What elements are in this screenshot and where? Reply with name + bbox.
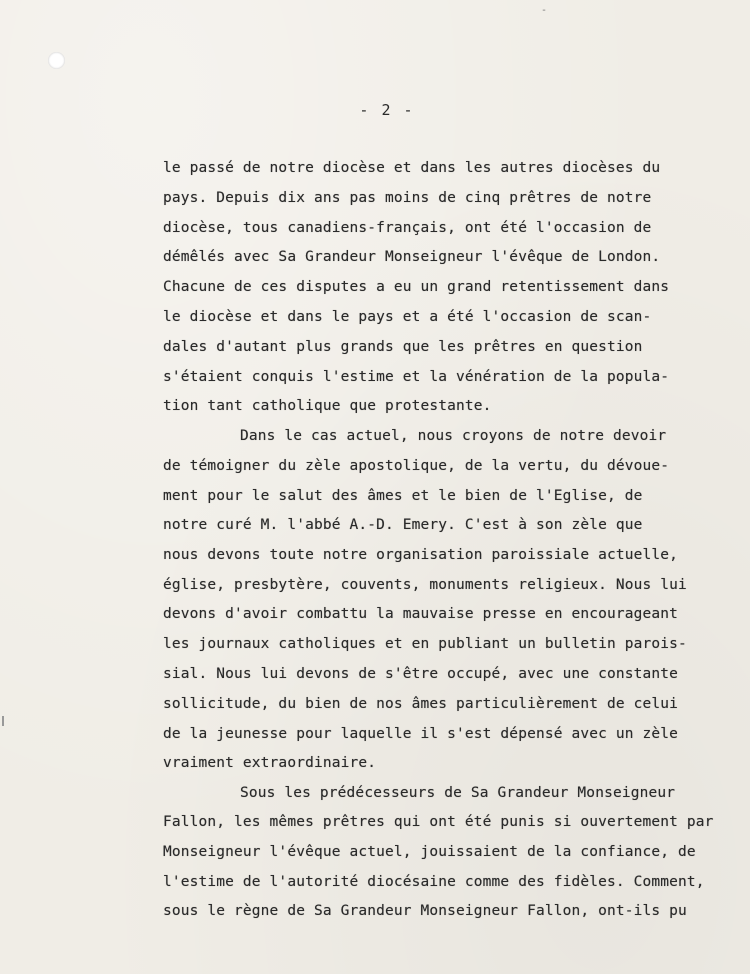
text-line: tion tant catholique que protestante. bbox=[163, 398, 492, 414]
text-line: sollicitude, du bien de nos âmes particulièrement de celui bbox=[163, 696, 679, 712]
text-line: les journaux catholiques et en publiant un bulletin parois- bbox=[163, 636, 687, 652]
text-line: Fallon, les mêmes prêtres qui ont été punis si ouvertement par bbox=[163, 814, 714, 830]
text-line: Sous les prédécesseurs de Sa Grandeur Monseigneur bbox=[240, 785, 676, 801]
text-line: démêlés avec Sa Grandeur Monseigneur l'évêque de London. bbox=[163, 249, 661, 265]
text-line: le diocèse et dans le pays et a été l'occasion de scan- bbox=[163, 309, 652, 325]
corner-mark: - bbox=[541, 5, 548, 16]
text-line: Dans le cas actuel, nous croyons de notre devoir bbox=[240, 428, 667, 444]
text-line: s'étaient conquis l'estime et la vénération de la popula- bbox=[163, 369, 670, 385]
text-line: notre curé M. l'abbé A.-D. Emery. C'est à son zèle que bbox=[163, 517, 643, 533]
page-number: - 2 - bbox=[359, 101, 415, 119]
text-line: vraiment extraordinaire. bbox=[163, 755, 377, 771]
text-line: sial. Nous lui devons de s'être occupé, avec une constante bbox=[163, 666, 679, 682]
text-line: l'estime de l'autorité diocésaine comme des fidèles. Comment, bbox=[163, 874, 705, 890]
text-line: nous devons toute notre organisation paroissiale actuelle, bbox=[163, 547, 679, 563]
text-line: ment pour le salut des âmes et le bien de l'Eglise, de bbox=[163, 488, 643, 504]
text-line: Monseigneur l'évêque actuel, jouissaient de la confiance, de bbox=[163, 844, 696, 860]
text-line: église, presbytère, couvents, monuments religieux. Nous lui bbox=[163, 577, 687, 593]
text-line: diocèse, tous canadiens-français, ont été l'occasion de bbox=[163, 220, 652, 236]
text-line: de la jeunesse pour laquelle il s'est dépensé avec un zèle bbox=[163, 726, 679, 742]
text-line: de témoigner du zèle apostolique, de la vertu, du dévoue- bbox=[163, 458, 670, 474]
text-line: sous le règne de Sa Grandeur Monseigneur Fallon, ont-ils pu bbox=[163, 903, 687, 919]
margin-mark bbox=[2, 716, 4, 726]
text-line: pays. Depuis dix ans pas moins de cinq prêtres de notre bbox=[163, 190, 652, 206]
text-line: devons d'avoir combattu la mauvaise presse en encourageant bbox=[163, 606, 679, 622]
text-line: le passé de notre diocèse et dans les autres diocèses du bbox=[163, 160, 661, 176]
punch-hole bbox=[48, 52, 65, 69]
text-line: Chacune de ces disputes a eu un grand retentissement dans bbox=[163, 279, 670, 295]
text-line: dales d'autant plus grands que les prêtres en question bbox=[163, 339, 643, 355]
